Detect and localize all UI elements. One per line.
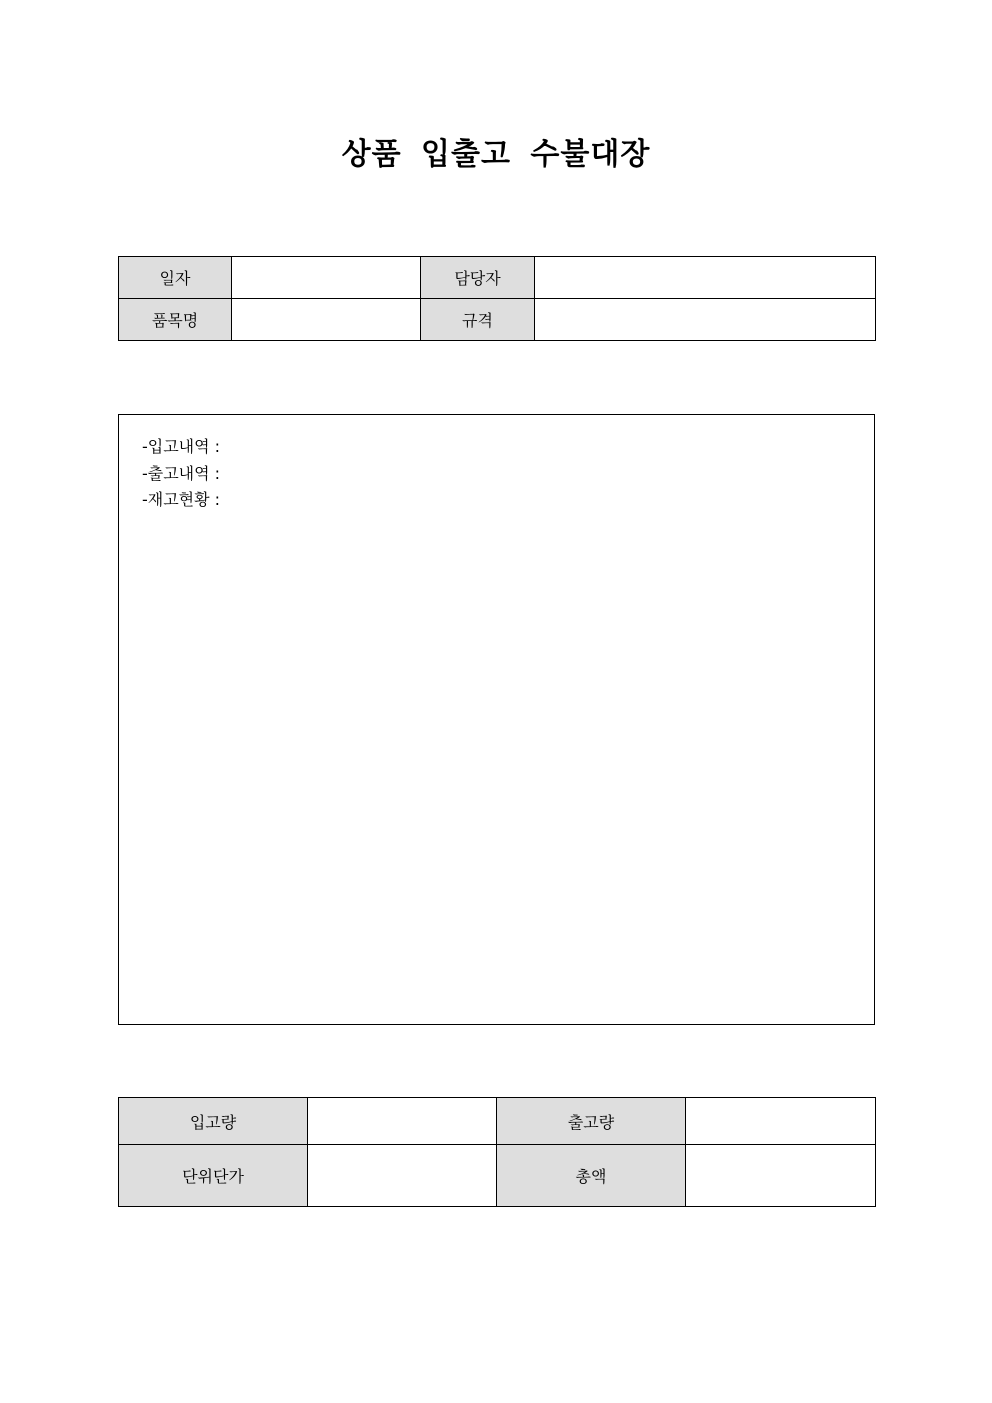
info-table — [118, 256, 876, 341]
memo-line-inbound: -입고내역 : — [142, 437, 221, 456]
page-title: 상품 입출고 수불대장 — [341, 137, 651, 172]
summary-row-2 — [119, 1145, 876, 1207]
unit-price-label: 단위단가 — [119, 1145, 308, 1207]
in-qty-label: 입고량 — [119, 1098, 308, 1145]
memo-box[interactable] — [118, 414, 875, 1025]
unit-price-field[interactable] — [308, 1145, 497, 1207]
info-row-2 — [119, 299, 876, 341]
spec-field[interactable] — [535, 299, 876, 341]
item-name-field[interactable] — [232, 299, 421, 341]
out-qty-label: 출고량 — [497, 1098, 686, 1145]
manager-field[interactable] — [535, 257, 876, 299]
in-qty-field[interactable] — [308, 1098, 497, 1145]
total-label: 총액 — [497, 1145, 686, 1207]
manager-label: 담당자 — [421, 257, 535, 299]
total-field[interactable] — [686, 1145, 876, 1207]
summary-table — [118, 1097, 876, 1207]
out-qty-field[interactable] — [686, 1098, 876, 1145]
info-row-1 — [119, 257, 876, 299]
item-name-label: 품목명 — [119, 299, 232, 341]
memo-lines — [142, 434, 220, 514]
date-label: 일자 — [119, 257, 232, 299]
spec-label: 규격 — [421, 299, 535, 341]
memo-line-stock: -재고현황 : — [142, 490, 221, 509]
summary-row-1 — [119, 1098, 876, 1145]
date-field[interactable] — [232, 257, 421, 299]
memo-line-outbound: -출고내역 : — [142, 463, 221, 483]
